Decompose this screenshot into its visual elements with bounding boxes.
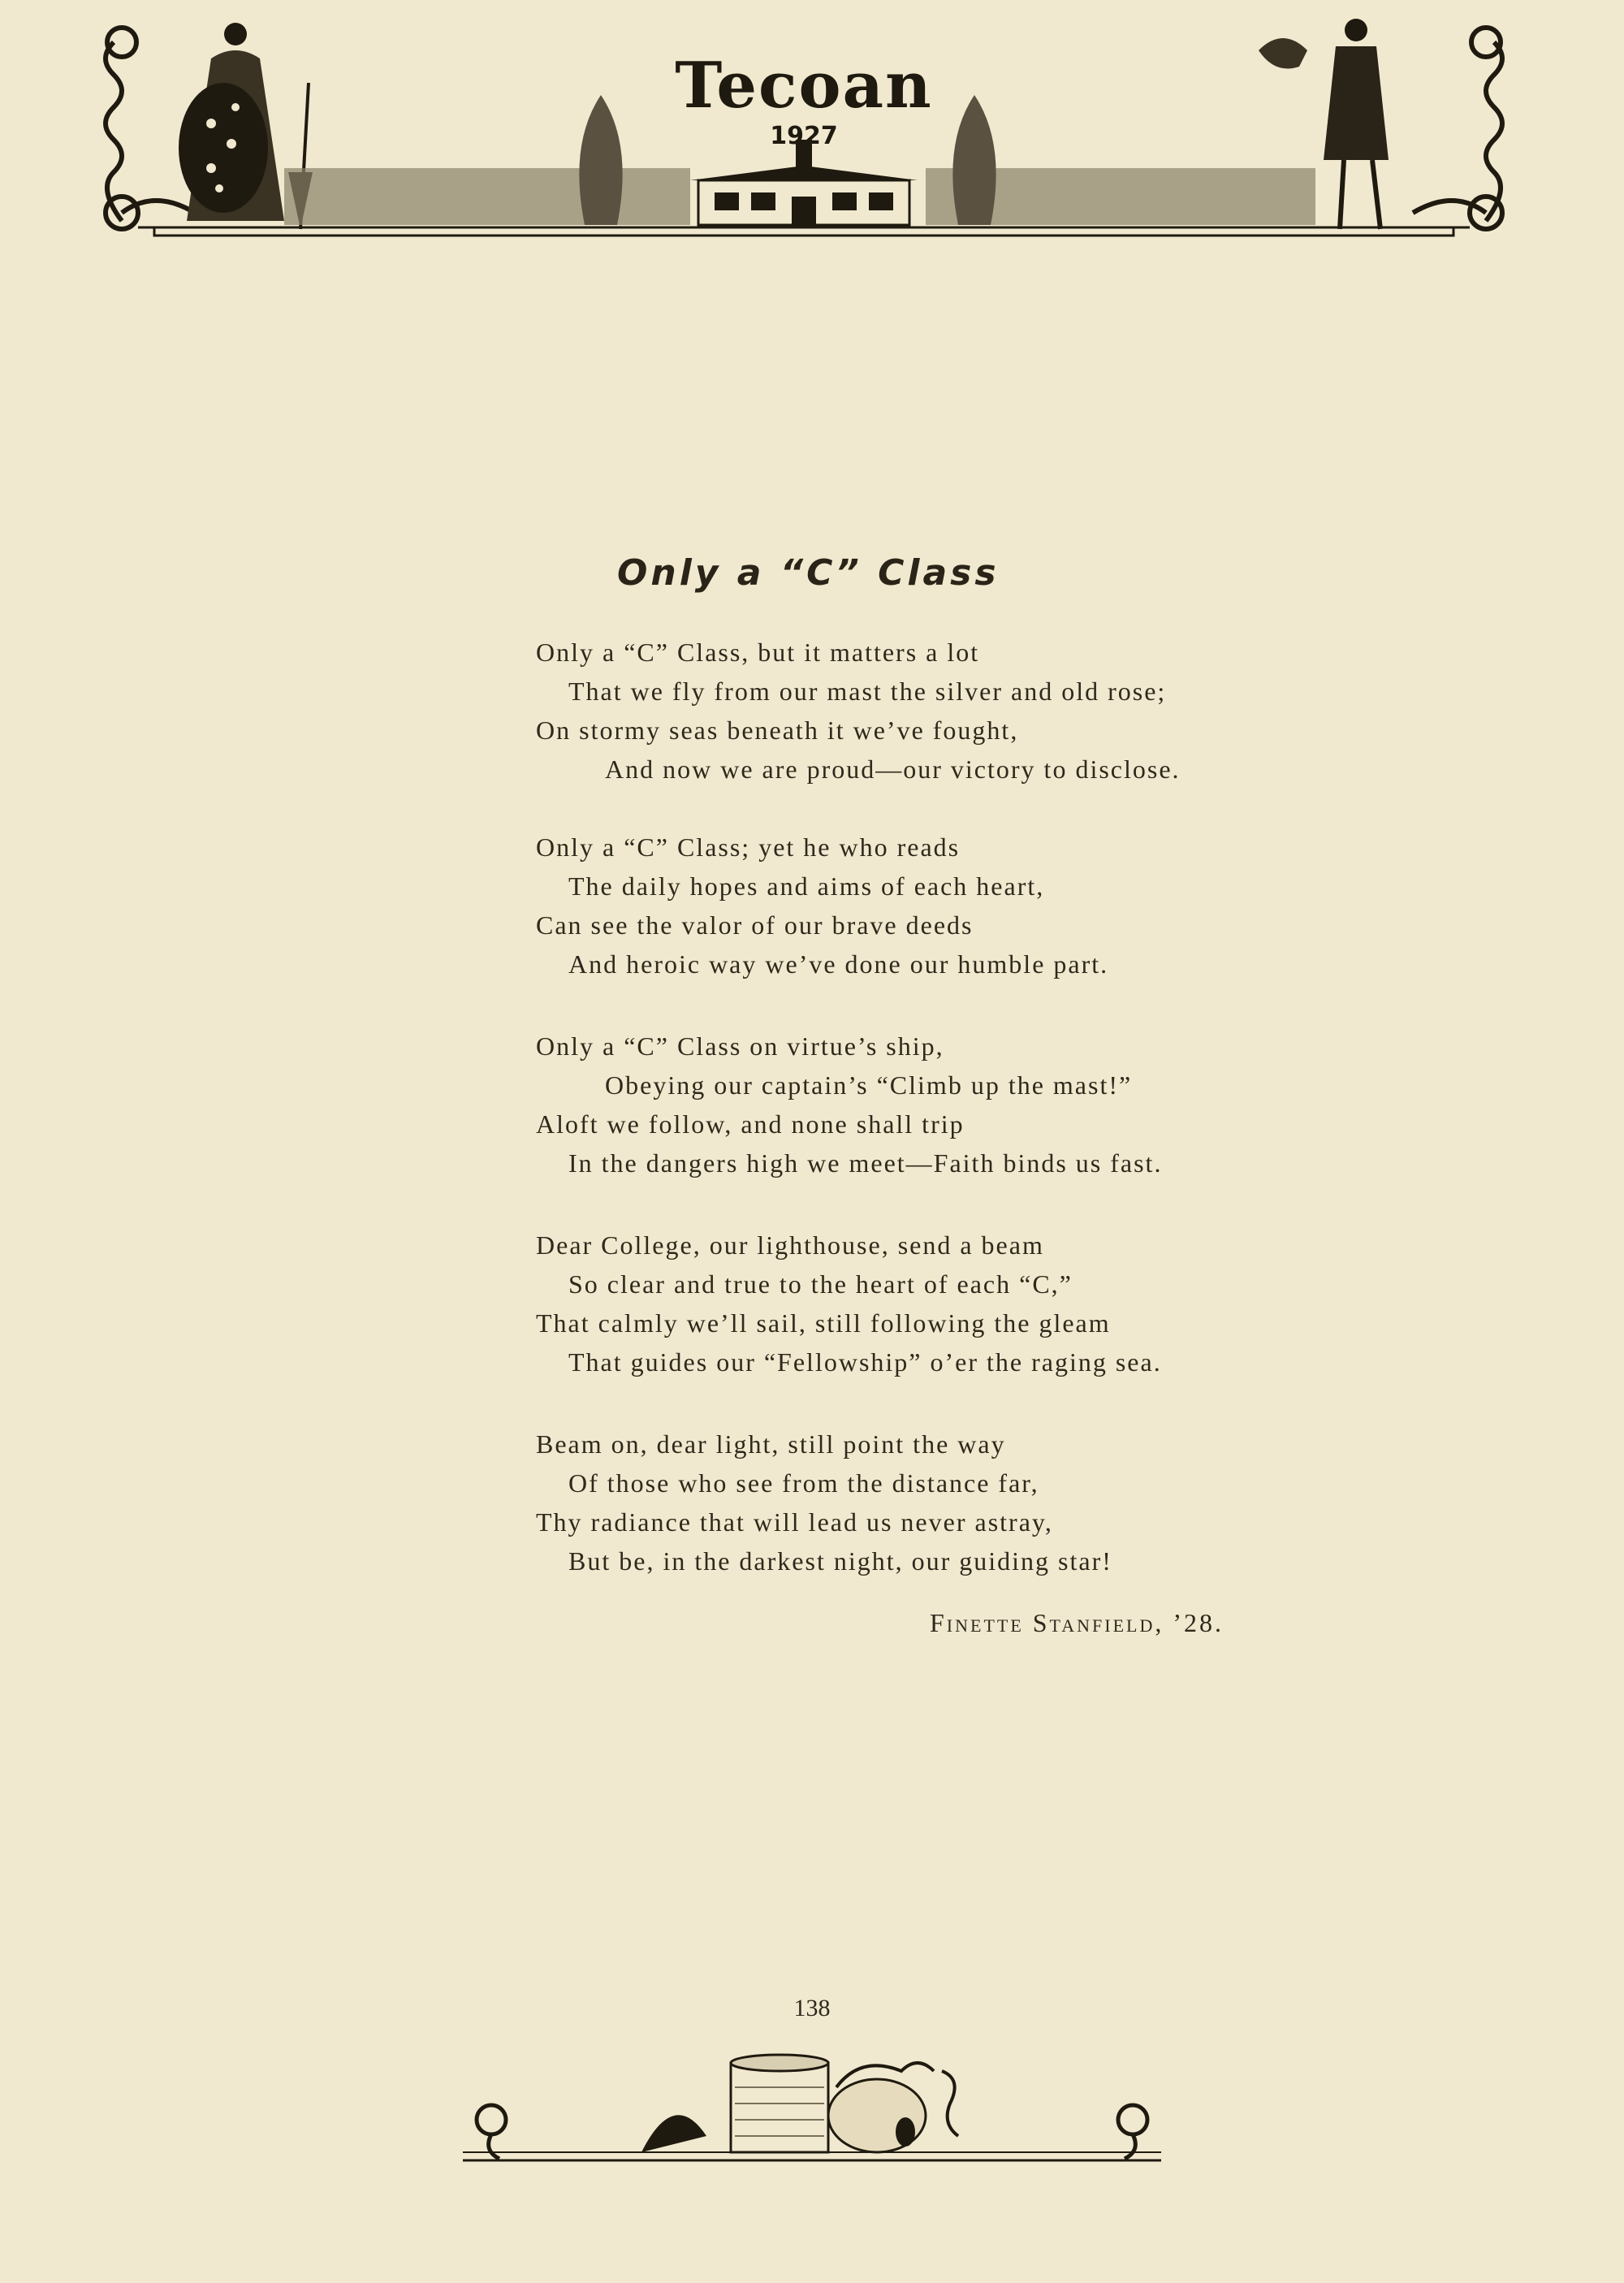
poem-author-signature: Finette Stanfield, ’28. [930, 1608, 1224, 1637]
page-number: 138 [793, 1995, 831, 2021]
poem-line: Only a “C” Class on virtue’s ship, [536, 1031, 944, 1061]
poem-line: Thy radiance that will lead us never astray, [536, 1507, 1053, 1537]
poem-line: Dear College, our lighthouse, send a beam [536, 1230, 1044, 1260]
poem-line: That guides our “Fellowship” o’er the raging sea. [568, 1347, 1162, 1377]
poem-line: Of those who see from the distance far, [568, 1468, 1039, 1498]
poem-title: Only a “C” Class [617, 552, 1000, 594]
poem-line: On stormy seas beneath it we’ve fought, [536, 716, 1019, 745]
poem-line: Only a “C” Class, but it matters a lot [536, 638, 980, 667]
footer-ornament-illustration [455, 2039, 1169, 2168]
bonnet-hat-icon [828, 2063, 958, 2152]
masthead-year: 1927 [770, 122, 838, 150]
poem-line: So clear and true to the heart of each “C,” [568, 1269, 1073, 1299]
footer-left-scroll-icon [477, 2105, 506, 2159]
left-tree-icon [579, 95, 622, 225]
poem-line: Only a “C” Class; yet he who reads [536, 832, 961, 862]
college-building-icon [690, 140, 918, 225]
poem-line: Can see the valor of our brave deeds [536, 910, 974, 940]
poem-line: Aloft we follow, and none shall trip [536, 1109, 965, 1139]
right-scroll-ornament-icon [1413, 28, 1502, 229]
poem-line: And heroic way we’ve done our humble part. [568, 949, 1109, 979]
masthead-title: Tecoan [675, 49, 933, 123]
poem-line: But be, in the darkest night, our guiding star! [568, 1546, 1112, 1576]
poem-line: In the dangers high we meet—Faith binds us fast. [568, 1148, 1163, 1178]
poem-line: And now we are proud—our victory to disclose. [605, 755, 1181, 784]
poem-line: That calmly we’ll sail, still following the gleam [536, 1308, 1111, 1338]
poem-line: That we fly from our mast the silver and old rose; [568, 677, 1167, 706]
poem-line: Beam on, dear light, still point the way [536, 1429, 1006, 1459]
poem-line: The daily hopes and aims of each heart, [568, 871, 1045, 901]
fan-icon [641, 2115, 706, 2152]
hat-box-icon [731, 2055, 828, 2152]
footer-right-scroll-icon [1118, 2105, 1147, 2159]
poem-line: Obeying our captain’s “Climb up the mast!” [605, 1070, 1133, 1100]
